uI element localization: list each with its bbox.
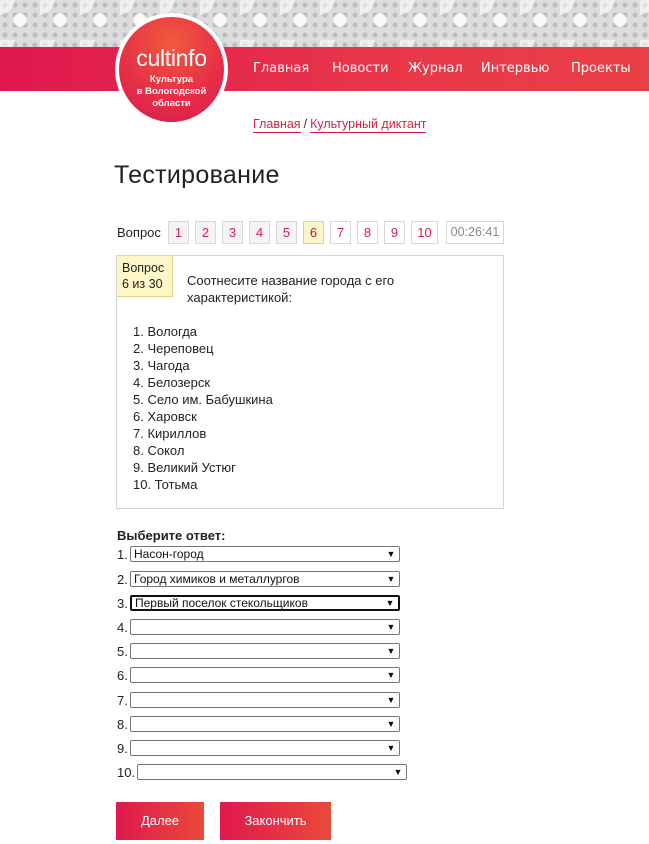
list-item: 2. Череповец	[133, 341, 214, 356]
question-button-1[interactable]: 1	[168, 221, 189, 244]
answer-number: 3.	[117, 596, 128, 611]
breadcrumb	[253, 117, 426, 131]
question-counter-badge	[117, 256, 173, 297]
answer-select-4[interactable]	[130, 619, 400, 635]
answer-select-5[interactable]	[130, 643, 400, 659]
chevron-down-icon: ▼	[386, 719, 396, 729]
chevron-down-icon: ▼	[386, 549, 396, 559]
question-button-3[interactable]: 3	[222, 221, 243, 244]
chevron-down-icon: ▼	[386, 743, 396, 753]
question-counter-label: Вопрос	[122, 261, 165, 275]
header-lace-background	[0, 0, 649, 48]
list-item: 10. Тотьма	[133, 477, 198, 492]
answer-select-8[interactable]	[130, 716, 400, 732]
answer-select-value: Первый поселок стекольщиков	[135, 596, 308, 610]
nav-item-news[interactable]: Новости	[332, 61, 389, 76]
site-logo[interactable]	[115, 13, 228, 126]
nav-item-projects[interactable]: Проекты	[571, 61, 631, 76]
breadcrumb-separator: /	[303, 117, 308, 131]
chevron-down-icon: ▼	[386, 695, 396, 705]
answer-number: 6.	[117, 668, 128, 683]
question-button-9[interactable]: 9	[384, 221, 405, 244]
logo-subtitle	[119, 74, 224, 110]
question-button-10[interactable]: 10	[411, 221, 438, 244]
breadcrumb-home-link[interactable]: Главная	[253, 117, 301, 131]
answer-number: 1.	[117, 547, 128, 562]
list-item: 5. Село им. Бабушкина	[133, 392, 273, 407]
logo-subtitle-line: Культура	[149, 74, 194, 85]
answer-select-3[interactable]	[130, 595, 400, 611]
chevron-down-icon: ▼	[386, 670, 396, 680]
list-item: 3. Чагода	[133, 358, 190, 373]
logo-subtitle-line: области	[152, 98, 191, 109]
answer-number: 4.	[117, 620, 128, 635]
chevron-down-icon: ▼	[386, 622, 396, 632]
answer-number: 7.	[117, 693, 128, 708]
answer-select-10[interactable]	[137, 764, 407, 780]
question-counter-value: 6 из 30	[122, 277, 163, 291]
list-item: 6. Харовск	[133, 409, 197, 424]
answer-select-value: Город химиков и металлургов	[134, 572, 300, 586]
question-button-5[interactable]: 5	[276, 221, 297, 244]
nav-item-journal[interactable]: Журнал	[408, 61, 463, 76]
chevron-down-icon: ▼	[386, 646, 396, 656]
nav-item-interview[interactable]: Интервью	[481, 61, 550, 76]
answer-number: 5.	[117, 644, 128, 659]
answer-select-7[interactable]	[130, 692, 400, 708]
page-title: Тестирование	[114, 161, 280, 189]
question-text: Соотнесите название города с его характеристикой:	[187, 273, 395, 305]
answer-select-1[interactable]	[130, 546, 400, 562]
list-item: 9. Великий Устюг	[133, 460, 236, 475]
main-navbar	[0, 47, 649, 91]
chevron-down-icon: ▼	[386, 574, 396, 584]
answer-select-value: Насон-город	[134, 547, 204, 561]
city-list	[133, 323, 273, 493]
list-item: 8. Сокол	[133, 443, 185, 458]
question-box	[116, 255, 504, 509]
logo-subtitle-line: в Вологодской	[136, 86, 207, 97]
question-button-4[interactable]: 4	[249, 221, 270, 244]
answer-number: 8.	[117, 717, 128, 732]
list-item: 7. Кириллов	[133, 426, 207, 441]
answer-number: 9.	[117, 741, 128, 756]
countdown-timer: 00:26:41	[446, 221, 504, 244]
finish-button[interactable]: Закончить	[220, 802, 331, 840]
question-button-2[interactable]: 2	[195, 221, 216, 244]
answer-label: Выберите ответ:	[117, 528, 226, 543]
list-item: 4. Белозерск	[133, 375, 211, 390]
nav-item-home[interactable]: Главная	[253, 61, 310, 76]
question-button-7[interactable]: 7	[330, 221, 351, 244]
question-button-6-current[interactable]: 6	[303, 221, 324, 244]
chevron-down-icon: ▼	[385, 598, 395, 608]
answer-number: 2.	[117, 572, 128, 587]
question-button-8[interactable]: 8	[357, 221, 378, 244]
answer-select-9[interactable]	[130, 740, 400, 756]
answer-select-6[interactable]	[130, 667, 400, 683]
question-nav-label: Вопрос	[117, 225, 161, 240]
list-item: 1. Вологда	[133, 324, 198, 339]
answer-select-2[interactable]	[130, 571, 400, 587]
next-button[interactable]: Далее	[116, 802, 204, 840]
answer-number: 10.	[117, 765, 136, 780]
breadcrumb-current-link[interactable]: Культурный диктант	[310, 117, 427, 131]
chevron-down-icon: ▼	[393, 767, 403, 777]
logo-title: cultinfo	[136, 45, 207, 71]
